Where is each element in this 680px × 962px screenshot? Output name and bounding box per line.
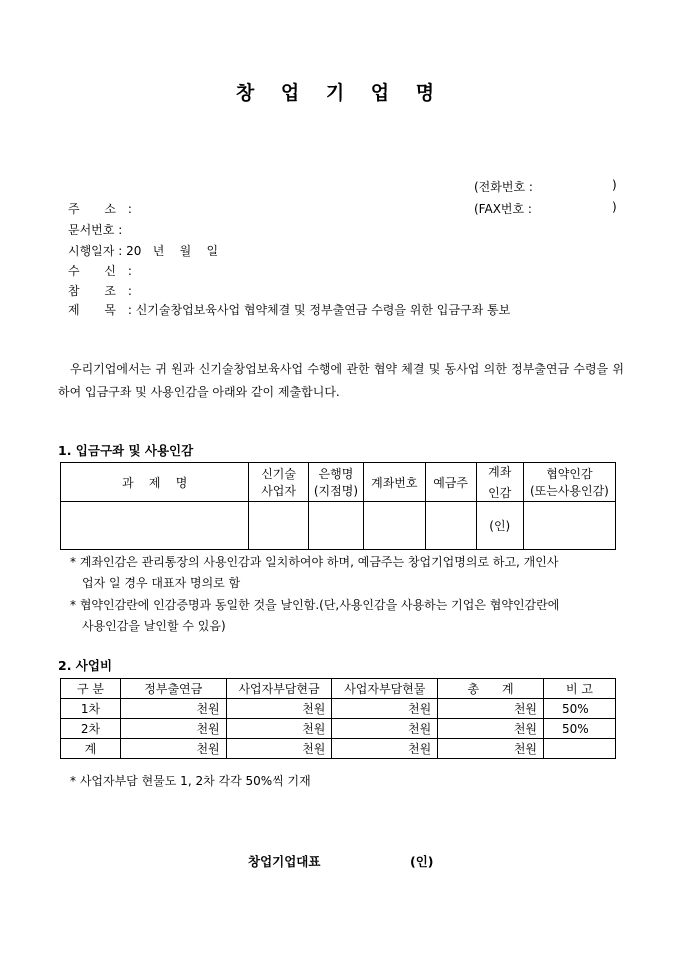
budget-cell: 1차 [61, 699, 121, 719]
header-depositor: 예금주 [425, 463, 476, 502]
header-contract-seal-line1: 협약인감 [546, 467, 593, 481]
company-cell[interactable] [249, 502, 308, 550]
address-label-2: 소 [104, 202, 116, 216]
project-cell[interactable] [61, 502, 249, 550]
subject-label-1: 제 [68, 303, 80, 317]
signature-label: 창업기업대표 [248, 854, 321, 869]
phone-contact [474, 178, 617, 195]
reference-label-1: 참 [68, 284, 80, 298]
doc-number-label: 문서번호 [68, 223, 115, 237]
signature-line [248, 852, 434, 870]
doc-number-field [68, 221, 122, 238]
section1-heading: 1. 입금구좌 및 사용인감 [58, 443, 194, 458]
date-field [68, 242, 218, 259]
budget-cell[interactable]: 천원 [226, 699, 332, 719]
section1-note-1 [70, 552, 625, 594]
account-table [60, 462, 616, 550]
section2-heading: 2. 사업비 [58, 658, 113, 673]
document-title: 창 업 기 업 명 [235, 82, 445, 104]
budget-row [61, 699, 616, 719]
date-label: 시행일자 [68, 244, 115, 258]
budget-cell[interactable]: 천원 [120, 699, 226, 719]
account-no-cell[interactable] [364, 502, 425, 550]
header-project: 과 제 명 [61, 463, 249, 502]
budget-header-remark: 비 고 [544, 679, 616, 699]
subject-label-2: 목 [104, 303, 116, 317]
header-company-line1: 신기술 [261, 467, 296, 481]
reference-label-2: 조 [104, 284, 116, 298]
budget-cell[interactable]: 천원 [438, 719, 544, 739]
bank-cell[interactable] [308, 502, 363, 550]
budget-header-cash: 사업자부담현금 [226, 679, 332, 699]
budget-cell[interactable]: 천원 [226, 719, 332, 739]
budget-cell[interactable]: 천원 [120, 719, 226, 739]
note1-line1: * 계좌인감은 관리통장의 사용인감과 일치하여야 하며, 예금주는 창업기업명의로 하고, 개인사 [70, 555, 559, 569]
depositor-cell[interactable] [425, 502, 476, 550]
header-bank [308, 463, 363, 502]
body-paragraph: 우리기업에서는 귀 원과 신기술창업보육사업 수행에 관한 협약 체결 및 동사업 의한 정부출연금 수령을 위하여 입금구좌 및 사용인감을 아래와 같이 제출합니다. [58, 362, 624, 399]
note2-line2: 사용인감을 날인할 수 있음) [82, 619, 226, 633]
recipient-field [68, 262, 132, 279]
reference-field [68, 282, 132, 299]
budget-cell[interactable]: 천원 [438, 739, 544, 759]
date-sep: : [118, 244, 123, 258]
budget-header-gov: 정부출연금 [120, 679, 226, 699]
budget-cell[interactable]: 천원 [438, 699, 544, 719]
recipient-label-2: 신 [104, 264, 116, 278]
budget-header-inkind: 사업자부담현물 [332, 679, 438, 699]
budget-cell: 계 [61, 739, 121, 759]
address-field [68, 200, 132, 217]
header-seal-line2: 인감 [488, 486, 512, 500]
recipient-sep: : [127, 264, 132, 278]
subject-field [68, 301, 510, 318]
budget-table [60, 678, 616, 759]
contract-seal-cell[interactable] [523, 502, 615, 550]
budget-cell[interactable]: 천원 [332, 719, 438, 739]
budget-cell: 2차 [61, 719, 121, 739]
note1-line2: 업자 일 경우 대표자 명의로 함 [82, 576, 241, 590]
budget-cell[interactable]: 천원 [120, 739, 226, 759]
signature-seal: (인) [410, 854, 434, 869]
budget-cell[interactable]: 천원 [332, 699, 438, 719]
section1-note-2 [70, 595, 625, 637]
budget-header-total: 총 계 [438, 679, 544, 699]
header-contract-seal-line2: (또는사용인감) [529, 484, 609, 498]
note2-line1: * 협약인감란에 인감증명과 동일한 것을 날인함.(단,사용인감을 사용하는 기업은 협약인감란에 [70, 598, 560, 612]
header-account-no: 계좌번호 [364, 463, 425, 502]
subject-value: 신기술창업보육사업 협약체결 및 정부출연금 수령을 위한 입금구좌 통보 [135, 303, 511, 317]
budget-row [61, 739, 616, 759]
fax-contact [474, 200, 617, 217]
header-account-seal [476, 463, 523, 502]
header-seal-line1: 계좌 [488, 465, 512, 479]
budget-cell: 50% [544, 699, 616, 719]
section2-note: * 사업자부담 현물도 1, 2차 각각 50%씩 기재 [70, 774, 311, 788]
budget-header-category: 구 분 [61, 679, 121, 699]
header-contract-seal [523, 463, 615, 502]
recipient-label-1: 수 [68, 264, 80, 278]
header-bank-line1: 은행명 [318, 467, 354, 481]
account-seal-cell[interactable]: (인) [476, 502, 523, 550]
doc-number-sep: : [118, 223, 123, 237]
budget-cell[interactable]: 천원 [332, 739, 438, 759]
address-label-1: 주 [68, 202, 80, 216]
reference-sep: : [127, 284, 132, 298]
date-value: 20 년 월 일 [126, 244, 219, 258]
budget-cell[interactable]: 천원 [226, 739, 332, 759]
phone-label: (전화번호 : [474, 180, 533, 194]
header-company-line2: 사업자 [261, 484, 296, 498]
header-bank-line2: (지점명) [313, 484, 358, 498]
header-company [249, 463, 308, 502]
fax-label: (FAX번호 : [474, 202, 532, 216]
phone-close-paren: ) [612, 178, 617, 192]
subject-sep: : [127, 303, 132, 317]
budget-cell [544, 739, 616, 759]
budget-cell: 50% [544, 719, 616, 739]
address-sep: : [127, 202, 132, 216]
fax-close-paren: ) [612, 200, 617, 214]
budget-row [61, 719, 616, 739]
